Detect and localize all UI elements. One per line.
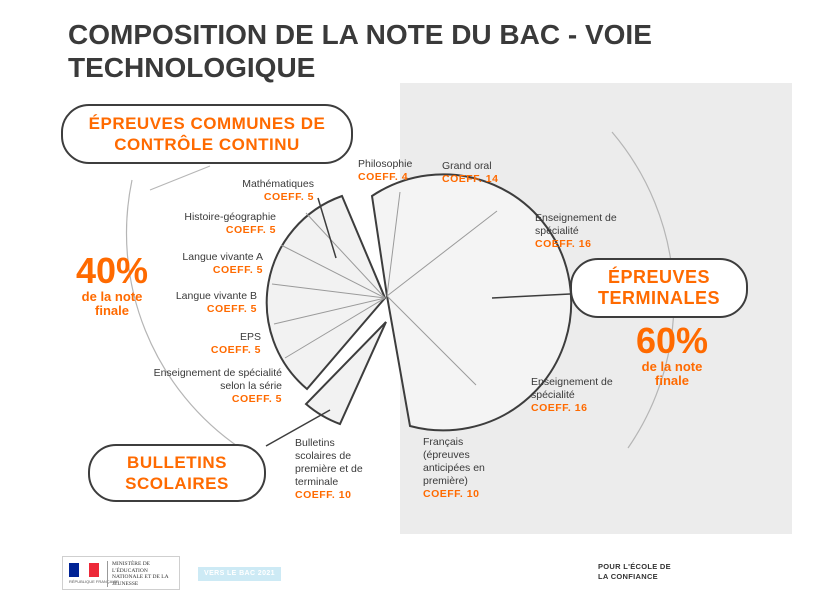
- ministry-text: MINISTÈRE DE L'ÉDUCATION NATIONALE ET DE LA JEUNESSE: [107, 561, 177, 587]
- label-name: Philosophie: [358, 158, 413, 170]
- bulletins-box: BULLETINS SCOLAIRES: [88, 444, 266, 502]
- label-name: Bulletins scolaires de première et de terminale: [295, 437, 363, 488]
- label-name: Enseignement de spécialité: [531, 376, 613, 401]
- label-name: EPS: [239, 331, 261, 343]
- label-specialite-2: [531, 376, 615, 415]
- label-coeff: COEFF. 14: [442, 173, 499, 185]
- page-title: COMPOSITION DE LA NOTE DU BAC - VOIE TECHNOLOGIQUE: [68, 19, 652, 83]
- label-coeff: COEFF. 5: [206, 303, 257, 315]
- label-langue-vivante-b: [130, 290, 257, 316]
- percent-left-value: 40%: [75, 250, 149, 291]
- label-name: Français (épreuves anticipées en première): [423, 436, 485, 487]
- label-name: Enseignement de spécialité: [535, 212, 617, 237]
- label-coeff: COEFF. 16: [531, 402, 588, 414]
- label-francais: [423, 436, 491, 501]
- label-name: Histoire-géographie: [184, 211, 276, 223]
- french-flag-icon: [69, 563, 99, 577]
- label-bulletins: [295, 437, 373, 502]
- label-coeff: COEFF. 5: [212, 264, 263, 276]
- label-coeff: COEFF. 16: [535, 238, 592, 250]
- controle-continu-box: ÉPREUVES COMMUNES DE CONTRÔLE CONTINU: [61, 104, 353, 164]
- percent-left-caption: de la note finale: [81, 289, 143, 318]
- percent-right: [622, 322, 722, 388]
- label-coeff: COEFF. 5: [263, 191, 314, 203]
- label-coeff: COEFF. 4: [358, 171, 409, 183]
- label-coeff: COEFF. 10: [423, 488, 480, 500]
- label-grand-oral: [442, 160, 512, 186]
- ecole-confiance-text: POUR L'ÉCOLE DE LA CONFIANCE: [598, 562, 671, 581]
- label-histoire-geographie: [130, 211, 276, 237]
- label-eps: [130, 331, 261, 357]
- label-name: Mathématiques: [242, 178, 314, 190]
- label-mathematiques: [170, 178, 314, 204]
- label-coeff: COEFF. 5: [225, 224, 276, 236]
- republique-text: RÉPUBLIQUE FRANÇAISE: [69, 579, 119, 584]
- label-name: Enseignement de spécialité selon la série: [153, 367, 282, 392]
- ministry-logo: [62, 556, 180, 590]
- label-coeff: COEFF. 5: [210, 344, 261, 356]
- label-langue-vivante-a: [130, 251, 263, 277]
- terminales-box: ÉPREUVES TERMINALES: [570, 258, 748, 318]
- label-specialite-1: [535, 212, 619, 251]
- label-name: Grand oral: [442, 160, 492, 172]
- label-name: Langue vivante A: [182, 251, 263, 263]
- percent-right-caption: de la note finale: [641, 359, 703, 388]
- label-specialite-serie: [130, 367, 282, 406]
- label-name: Langue vivante B: [175, 290, 257, 302]
- label-coeff: COEFF. 5: [231, 393, 282, 405]
- label-philosophie: [358, 158, 428, 184]
- label-coeff: COEFF. 10: [295, 489, 352, 501]
- bac-2021-badge: VERS LE BAC 2021: [198, 567, 281, 581]
- percent-right-value: 60%: [635, 320, 709, 361]
